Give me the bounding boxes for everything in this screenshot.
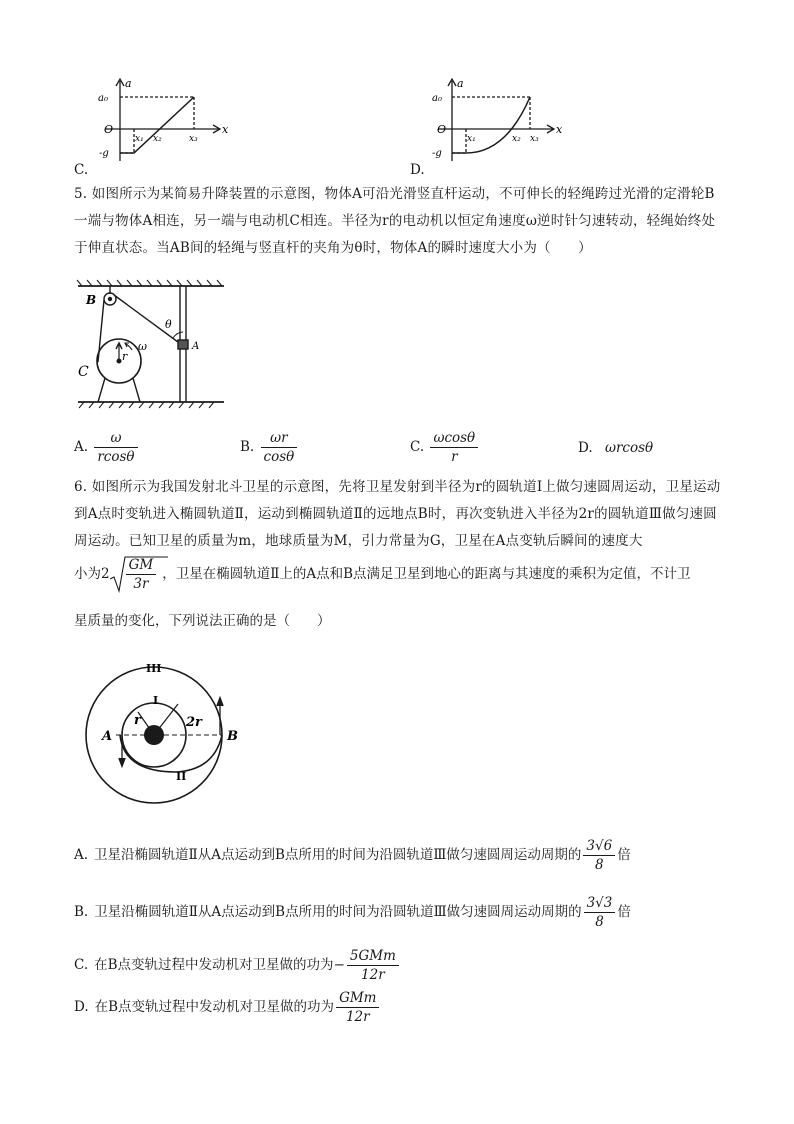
q4-graph-d xyxy=(432,75,572,165)
orbit-iii-label: III xyxy=(146,662,162,675)
x2-label: x₂ xyxy=(512,134,521,144)
q5-option-a[interactable]: A. $\frac{\omega}{rcos\theta}$ xyxy=(74,430,140,465)
q5-figure xyxy=(72,278,232,413)
q6-option-b[interactable]: B. 卫星沿椭圆轨道Ⅱ从A点运动到B点所用的时间为沿圆轨道Ⅲ做匀速圆周运动周期的 $\frac{3√3}{8}$ 倍 xyxy=(74,895,631,930)
q4-option-c-label[interactable]: C. xyxy=(74,162,89,178)
x1-label: x₁ xyxy=(467,134,476,144)
q6-stem: 6. 如图所示为我国发射北斗卫星的示意图，先将卫星发射到半径为r的圆轨道Ⅰ上做匀速圆周运动，卫星运动到A点时变轨进入椭圆轨道Ⅱ，运动到椭圆轨道Ⅱ的远地点B时，再次变轨进入半径为2r的圆轨道Ⅲ做匀速圆周运动。已知卫星的质量为m，地球质量为M，引力常量为G，卫星在A点变轨后瞬间的速度大 xyxy=(74,479,721,549)
block-a-label: A xyxy=(192,341,200,352)
point-a-label: A xyxy=(102,729,113,744)
q6-option-d[interactable]: D. 在B点变轨过程中发动机对卫星做的功为 $\frac{\text{GMm}}{12r}$ xyxy=(74,990,381,1025)
a0-label: a₀ xyxy=(432,93,442,104)
axis-a-label: a xyxy=(125,77,132,90)
pulley-b-label: B xyxy=(86,293,97,307)
axis-a-label: a xyxy=(457,77,464,90)
origin-label: O xyxy=(104,123,114,136)
theta-label: θ xyxy=(165,318,172,331)
q6-orbit-figure xyxy=(80,652,250,812)
q6-option-c[interactable]: C. 在B点变轨过程中发动机对卫星做的功为− $\frac{\text{5GMm}}{12r}$ xyxy=(74,948,401,983)
axis-x-label: x xyxy=(222,123,229,136)
q5-stem: 5. 如图所示为某简易升降装置的示意图，物体A可沿光滑竖直杆运动，不可伸长的轻绳跨过光滑的定滑轮B一端与物体A相连，另一端与电动机C相连。半径为r的电动机以恒定角速度ω逆时针匀速转动，轻绳始终处于伸直状态。当AB间的轻绳与竖直杆的夹角为θ时，物体A的瞬时速度大小为（ ） xyxy=(74,186,716,256)
a0-label: a₀ xyxy=(98,93,108,104)
omega-label: ω xyxy=(138,340,147,353)
axis-x-label: x xyxy=(556,123,563,136)
q5-option-b[interactable]: B. $\frac{\omega r}{\cos\theta}$ xyxy=(240,430,299,465)
q6-stem-line4: 小为2 $\frac{GM}{3r}$ ，卫星在椭圆轨道Ⅱ上的A点和B点满足卫星到地心的距离与其速度的乘积为定值，不计卫 xyxy=(74,557,691,592)
q5-option-d[interactable]: D. ωrcosθ xyxy=(578,440,654,456)
radius-r-label: r xyxy=(134,713,141,728)
x2-label: x₂ xyxy=(153,134,162,144)
x3-label: x₃ xyxy=(530,134,539,144)
neg-g-label: -g xyxy=(99,148,109,159)
motor-c-label: C xyxy=(78,364,89,380)
point-b-label: B xyxy=(227,729,238,744)
x3-label: x₃ xyxy=(189,134,198,144)
radius-2r-label: 2r xyxy=(186,715,202,730)
orbit-ii-label: II xyxy=(176,770,187,783)
sqrt-sign xyxy=(110,555,170,595)
q6-stem-line5: 星质量的变化，下列说法正确的是（ ） xyxy=(74,613,331,629)
x1-label: x₁ xyxy=(135,134,144,144)
origin-label: O xyxy=(437,123,447,136)
q5-option-c[interactable]: C. $\frac{\omega\cos\theta}{r}$ xyxy=(410,430,480,465)
neg-g-label: -g xyxy=(432,148,442,159)
q4-option-d-label[interactable]: D. xyxy=(410,162,425,178)
q4-graph-c xyxy=(96,75,236,165)
radius-r-label: r xyxy=(122,350,128,363)
q6-option-a[interactable]: A. 卫星沿椭圆轨道Ⅱ从A点运动到B点所用的时间为沿圆轨道Ⅲ做匀速圆周运动周期的 $\frac{3√6}{8}$ 倍 xyxy=(74,838,631,873)
orbit-i-label: I xyxy=(153,694,159,707)
